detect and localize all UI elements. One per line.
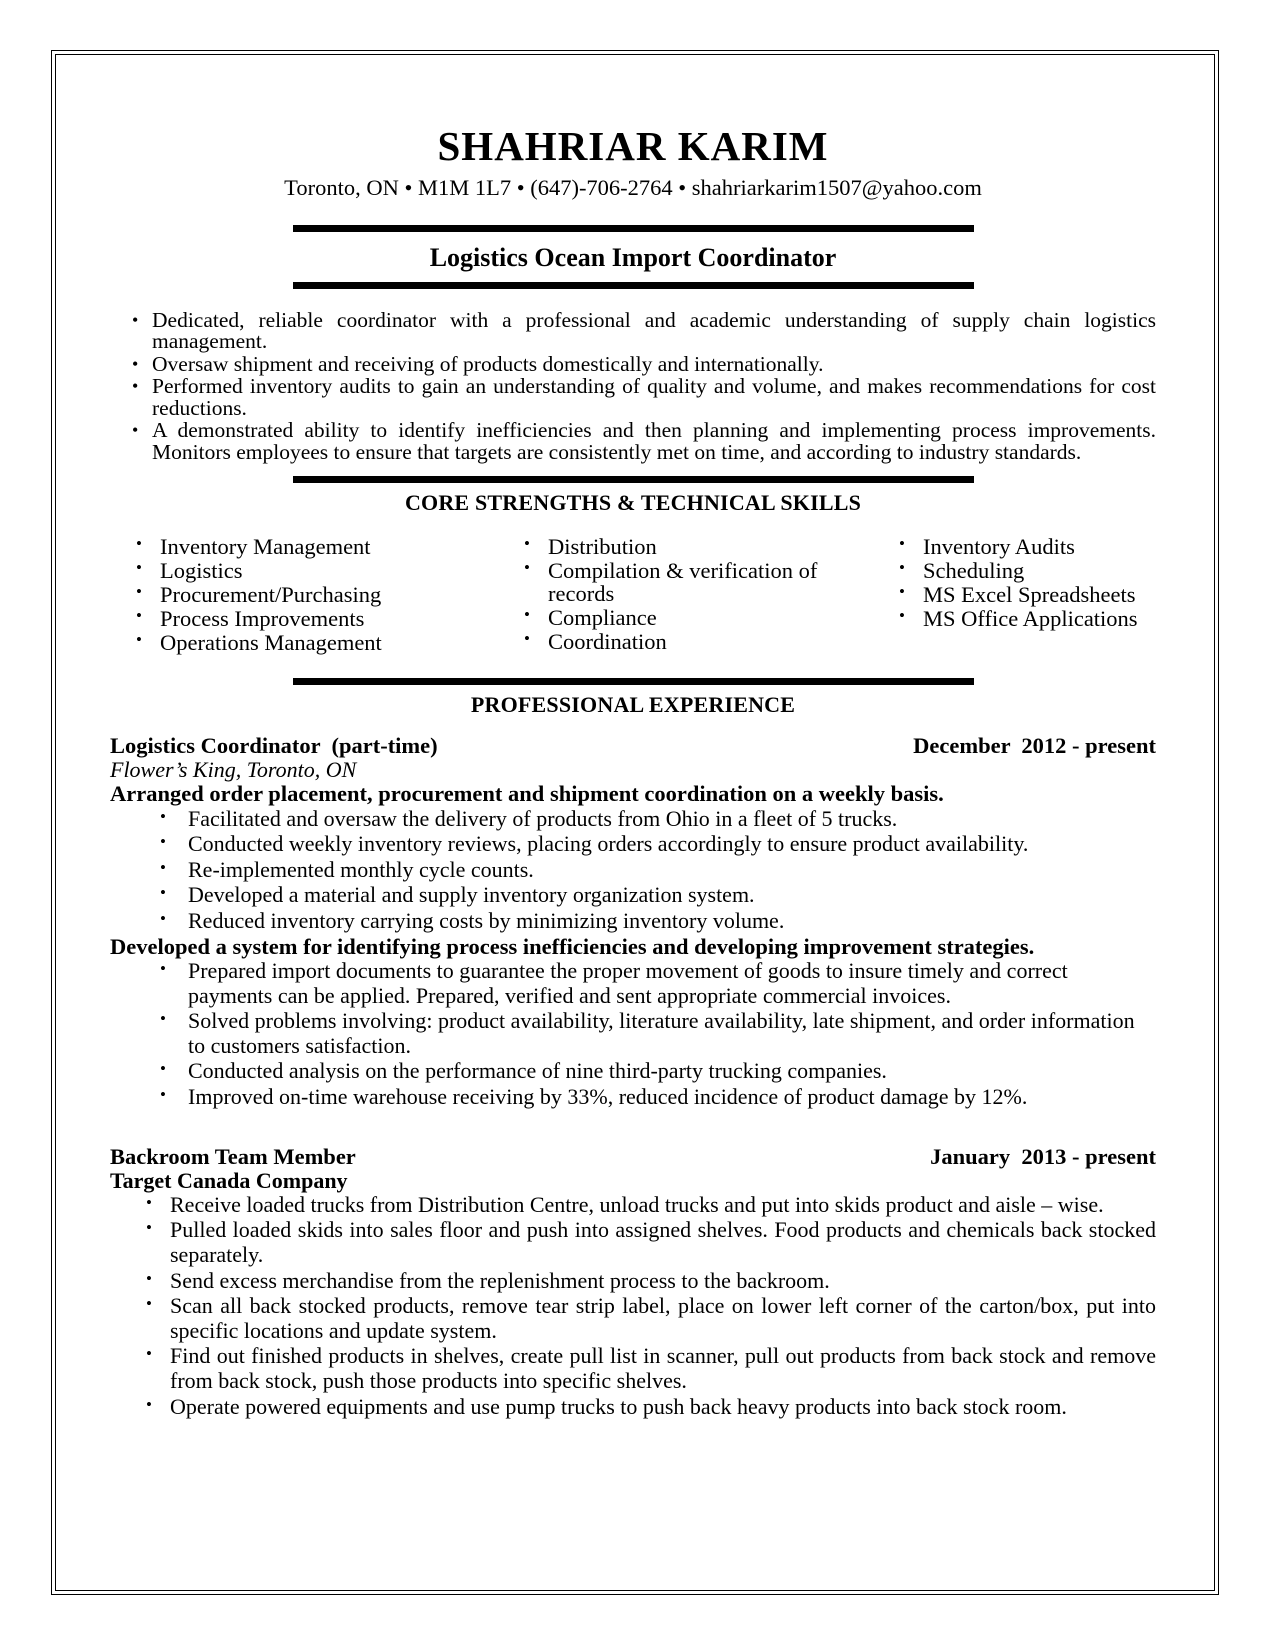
contact-line: Toronto, ON • M1M 1L7 • (647)-706-2764 • shahriarkarim1507@yahoo.com	[284, 175, 982, 201]
job-dates: January 2013 - present	[930, 1143, 1156, 1169]
list-item	[110, 909, 1156, 934]
job-lead-statement: Arranged order placement, procurement and shipment coordination on a weekly basis.	[110, 781, 944, 807]
experience-entry-2	[110, 1145, 1156, 1420]
section-title-core-strengths: CORE STRENGTHS & TECHNICAL SKILLS	[404, 490, 862, 516]
list-item	[110, 376, 1156, 419]
list-item	[110, 351, 1156, 376]
divider-rule-top	[293, 225, 974, 232]
list-item	[110, 959, 1156, 1008]
job-bullet-text: Operate powered equipments and use pump trucks to push back heavy products into back stock room.	[170, 1393, 1067, 1419]
list-item	[110, 832, 1156, 857]
list-item	[110, 420, 1156, 463]
job-bullet-text: Developed a material and supply inventory organization system.	[188, 882, 755, 908]
divider-rule-under-headline	[293, 282, 974, 289]
list-item	[120, 536, 508, 559]
bullet-icon: •	[524, 605, 530, 625]
bullet-icon: •	[146, 1268, 152, 1288]
summary-list	[110, 307, 1156, 464]
list-item	[508, 631, 883, 654]
bullet-icon: •	[146, 1344, 152, 1364]
job-bullets-group-1	[110, 807, 1156, 934]
job-bullet-text: Prepared import documents to guarantee the proper movement of goods to insure timely and correct payments can be applied. Prepared, verified and sent appropriate commercial invoices.	[188, 957, 1068, 1008]
bullet-icon: •	[146, 1192, 152, 1212]
job-company: Target Canada Company	[110, 1167, 348, 1193]
divider-rule-skills	[293, 476, 974, 483]
bullet-icon: •	[136, 558, 142, 578]
list-item	[110, 883, 1156, 908]
job-title: Backroom Team Member	[110, 1143, 356, 1169]
skill-label: MS Office Applications	[923, 606, 1138, 632]
job-bullets-group-2	[110, 959, 1156, 1110]
bullet-icon: •	[146, 1218, 152, 1238]
list-item	[883, 560, 1144, 583]
skill-label: Distribution	[548, 534, 657, 560]
list-item	[883, 536, 1144, 559]
bullet-icon: •	[524, 534, 530, 554]
job-company: Flower’s King, Toronto, ON	[110, 757, 357, 783]
job-bullets-group-1	[110, 1193, 1156, 1420]
skill-label: Operations Management	[160, 630, 382, 656]
bullet-icon: •	[160, 832, 166, 852]
skill-label: Scheduling	[923, 558, 1025, 584]
summary-bullet-text: Oversaw shipment and receiving of products domestically and internationally.	[152, 351, 824, 376]
target-job-title: Logistics Ocean Import Coordinator	[429, 242, 837, 272]
list-item	[110, 1395, 1156, 1420]
job-bullet-text: Conducted weekly inventory reviews, placing orders accordingly to ensure product availability.	[188, 831, 1029, 857]
skills-column-1	[120, 536, 508, 656]
list-item	[120, 584, 508, 607]
skills-column-3	[883, 536, 1144, 656]
summary-bullet-text: Performed inventory audits to gain an understanding of quality and volume, and makes recommendations for cost reductions.	[152, 374, 1156, 420]
list-item	[120, 608, 508, 631]
list-item	[110, 307, 1156, 354]
bullet-icon: •	[160, 1085, 166, 1105]
list-item	[110, 1269, 1156, 1294]
bullet-icon: •	[132, 376, 139, 397]
list-item	[110, 1059, 1156, 1084]
bullet-icon: •	[136, 630, 142, 650]
skill-label: Coordination	[548, 629, 667, 655]
bullet-icon: •	[132, 420, 139, 441]
bullet-icon: •	[136, 534, 142, 554]
job-bullet-text: Reduced inventory carrying costs by minimizing inventory volume.	[188, 908, 785, 934]
bullet-icon: •	[146, 1394, 152, 1414]
list-item	[508, 560, 883, 606]
skill-label: MS Excel Spreadsheets	[923, 582, 1136, 608]
skills-columns	[110, 536, 1156, 656]
section-title-professional-experience: PROFESSIONAL EXPERIENCE	[470, 692, 796, 718]
bullet-icon: •	[899, 558, 905, 578]
bullet-icon: •	[136, 582, 142, 602]
skill-label: Process Improvements	[160, 606, 365, 632]
job-bullet-text: Send excess merchandise from the replenishment process to the backroom.	[170, 1267, 830, 1293]
job-dates: December 2012 - present	[913, 733, 1156, 759]
job-title: Logistics Coordinator (part-time)	[110, 733, 438, 759]
skill-label: Compilation & verification of records	[548, 558, 818, 607]
bullet-icon: •	[524, 558, 530, 578]
bullet-icon: •	[132, 353, 139, 374]
list-item	[508, 607, 883, 630]
bullet-icon: •	[160, 1059, 166, 1079]
job-bullet-text: Improved on-time warehouse receiving by 33%, reduced incidence of product damage by 12%.	[188, 1084, 1028, 1110]
bullet-icon: •	[132, 309, 139, 330]
skill-label: Inventory Management	[160, 534, 371, 560]
job-header	[110, 734, 1156, 758]
skill-label: Procurement/Purchasing	[160, 582, 382, 608]
list-item	[883, 608, 1144, 631]
bullet-icon: •	[160, 883, 166, 903]
list-item	[110, 1294, 1156, 1343]
job-bullet-text: Scan all back stocked products, remove tear strip label, place on lower left corner of the carton/box, put into specific locations and update system.	[170, 1293, 1156, 1343]
divider-rule-experience	[293, 678, 974, 685]
candidate-name: SHAHRIAR KARIM	[437, 123, 829, 169]
bullet-icon: •	[160, 857, 166, 877]
bullet-icon: •	[899, 606, 905, 626]
list-item	[110, 1344, 1156, 1393]
bullet-icon: •	[160, 958, 166, 978]
bullet-icon: •	[160, 806, 166, 826]
experience-entry-1	[110, 734, 1156, 1110]
bullet-icon: •	[899, 534, 905, 554]
list-item	[110, 858, 1156, 883]
list-item	[110, 1218, 1156, 1267]
list-item	[883, 584, 1144, 607]
skill-label: Inventory Audits	[923, 534, 1075, 560]
list-item	[120, 560, 508, 583]
skill-label: Compliance	[548, 605, 657, 631]
resume-content	[70, 69, 1196, 1573]
list-item	[508, 536, 883, 559]
list-item	[110, 1085, 1156, 1110]
resume-page-border	[51, 50, 1219, 1595]
job-header	[110, 1145, 1156, 1169]
bullet-icon: •	[899, 582, 905, 602]
skill-label: Logistics	[160, 558, 243, 584]
summary-bullet-text: A demonstrated ability to identify inefficiencies and then planning and implementing process improvements. Monitors employees to ensure that targets are consistently met on time, and according to industry standards.	[152, 418, 1156, 464]
bullet-icon: •	[160, 1009, 166, 1029]
list-item	[120, 632, 508, 655]
list-item	[110, 1009, 1156, 1058]
bullet-icon: •	[146, 1294, 152, 1314]
job-bullet-text: Facilitated and oversaw the delivery of products from Ohio in a fleet of 5 trucks.	[188, 805, 898, 831]
bullet-icon: •	[160, 909, 166, 929]
job-bullet-text: Conducted analysis on the performance of nine third-party trucking companies.	[188, 1058, 887, 1084]
job-bullet-text: Receive loaded trucks from Distribution Centre, unload trucks and put into skids product and aisle – wise.	[170, 1191, 1104, 1217]
summary-bullet-text: Dedicated, reliable coordinator with a professional and academic understanding of supply chain logistics management.	[152, 307, 1156, 354]
bullet-icon: •	[136, 606, 142, 626]
bullet-icon: •	[524, 629, 530, 649]
list-item	[110, 1193, 1156, 1218]
job-bullet-text: Pulled loaded skids into sales floor and push into assigned shelves. Food products and chemicals back stocked separately.	[170, 1217, 1156, 1267]
job-bullet-text: Re-implemented monthly cycle counts.	[188, 856, 534, 882]
job-bullet-text: Solved problems involving: product availability, literature availability, late shipment, and order information to customers satisfaction.	[188, 1008, 1135, 1058]
list-item	[110, 807, 1156, 832]
job-lead-statement-2: Developed a system for identifying process inefficiencies and developing improvement strategies.	[110, 933, 1035, 959]
job-bullet-text: Find out finished products in shelves, create pull list in scanner, pull out products from back stock and remove from back stock, push those products into specific shelves.	[170, 1343, 1156, 1394]
skills-column-2	[508, 536, 883, 656]
